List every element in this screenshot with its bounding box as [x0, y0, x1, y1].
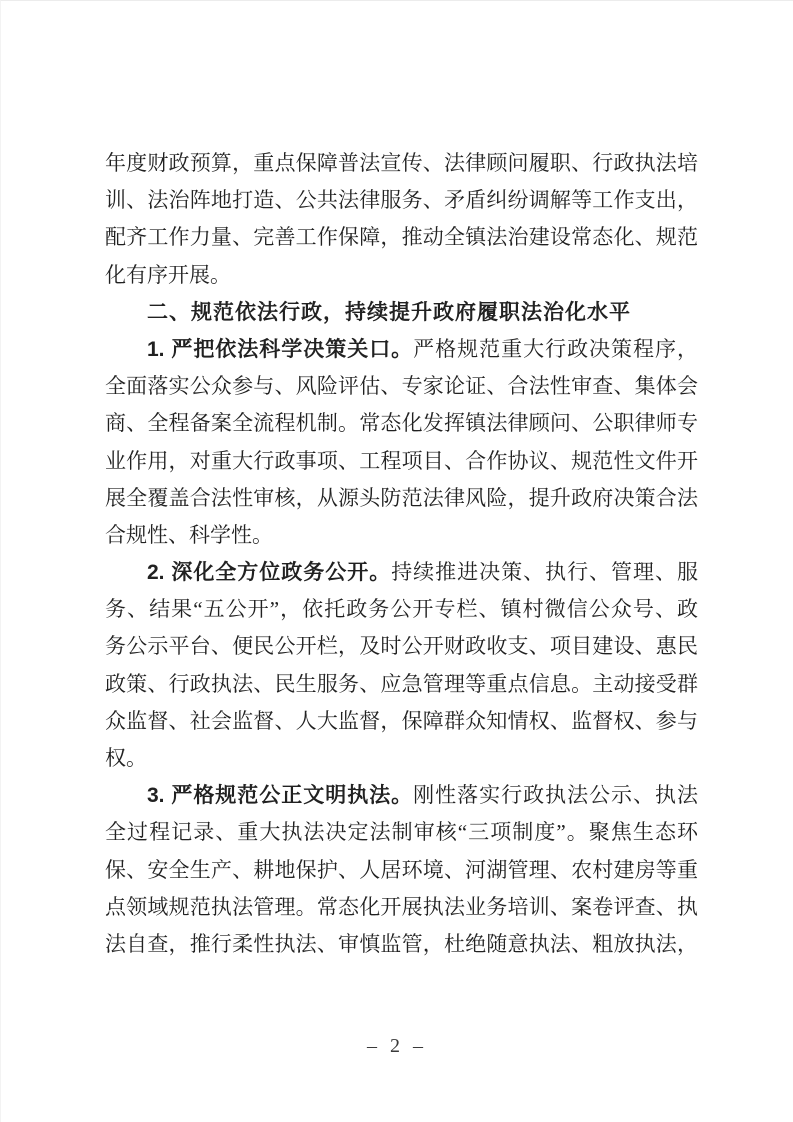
line-text: 化有序开展。: [105, 262, 231, 287]
text-line: [105, 480, 698, 517]
text-line: [105, 740, 698, 777]
text-line: [105, 257, 698, 294]
item-lead: 2. 深化全方位政务公开。: [147, 561, 392, 585]
line-text: 保、安全生产、耕地保护、人居环境、河湖管理、农村建房等重: [105, 857, 698, 882]
text-line: [105, 517, 698, 554]
line-text: 权。: [105, 746, 147, 770]
line-text: 持续推进决策、执行、管理、服: [391, 560, 698, 585]
line-text: 政策、行政执法、民生服务、应急管理等重点信息。主动接受群: [105, 671, 698, 696]
line-text: 务、结果“五公开”，依托政务公开专栏、镇村微信公众号、政: [105, 597, 698, 622]
line-text: 刚性落实行政执法公示、执法: [413, 783, 698, 808]
text-line: [105, 368, 698, 405]
text-line: [105, 405, 698, 442]
text-line: [105, 628, 698, 665]
line-text: 配齐工作力量、完善工作保障，推动全镇法治建设常态化、规范: [105, 225, 698, 250]
item-lead: 1. 严把依法科学决策关口。: [147, 337, 414, 361]
text-line: [105, 443, 698, 480]
line-text: 合规性、科学性。: [105, 522, 273, 547]
text-line: [105, 703, 698, 740]
text-line: [105, 889, 698, 926]
page-footer: [1, 1035, 793, 1058]
line-text: 全面落实公众参与、风险评估、专家论证、合法性审查、集体会: [105, 374, 698, 399]
text-line: [105, 591, 698, 628]
page-number: – 2 –: [367, 1035, 427, 1057]
line-text: 年度财政预算，重点保障普法宣传、法律顾问履职、行政执法培: [105, 151, 698, 175]
text-line: [105, 182, 698, 219]
item-first-line: [105, 331, 698, 368]
section-heading: [105, 294, 698, 331]
item-lead: 3. 严格规范公正文明执法。: [147, 784, 414, 808]
line-text: 法自查，推行柔性执法、审慎监管，杜绝随意执法、粗放执法，: [105, 931, 698, 956]
line-text: 展全覆盖合法性审核，从源头防范法律风险，提升政府决策合法: [105, 485, 698, 510]
document-body: [105, 145, 698, 963]
text-line: [105, 926, 698, 963]
line-text: 全过程记录、重大执法决定法制审核“三项制度”。聚焦生态环: [105, 820, 698, 845]
text-line: [105, 852, 698, 889]
line-text: 务公示平台、便民公开栏，及时公开财政收支、项目建设、惠民: [105, 634, 698, 659]
item-first-line: [105, 554, 698, 591]
item-first-line: [105, 777, 698, 814]
text-line: [105, 145, 698, 182]
line-text: 严格规范重大行政决策程序，: [413, 336, 698, 361]
text-line: [105, 666, 698, 703]
text-line: [105, 814, 698, 851]
line-text: 众监督、社会监督、人大监督，保障群众知情权、监督权、参与: [105, 708, 698, 733]
line-text: 点领域规范执法管理。常态化开展执法业务培训、案卷评查、执: [105, 894, 698, 919]
section-heading-text: 二、规范依法行政，持续提升政府履职法治化水平: [147, 300, 631, 324]
line-text: 商、全程备案全流程机制。常态化发挥镇法律顾问、公职律师专: [105, 411, 698, 436]
line-text: 训、法治阵地打造、公共法律服务、矛盾纠纷调解等工作支出，: [105, 188, 698, 213]
text-line: [105, 219, 698, 256]
line-text: 业作用，对重大行政事项、工程项目、合作协议、规范性文件开: [105, 448, 698, 473]
